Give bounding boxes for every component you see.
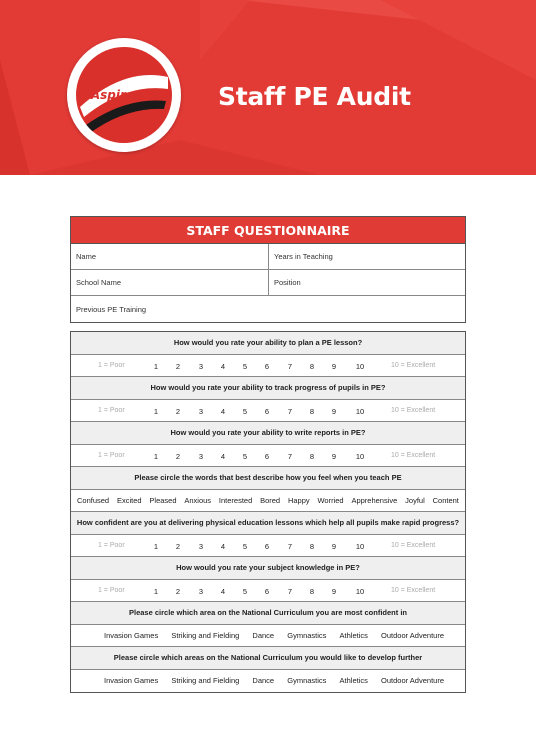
header-facet <box>30 140 320 175</box>
option-word[interactable]: Bored <box>260 495 281 505</box>
rating-option[interactable]: 4 <box>220 541 226 551</box>
option-word[interactable]: Worried <box>317 495 344 505</box>
scale-poor-label: 1 = Poor <box>98 541 125 549</box>
rating-option[interactable]: 10 <box>355 586 365 596</box>
option-word[interactable]: Joyful <box>405 495 425 505</box>
rating-option[interactable]: 10 <box>355 361 365 371</box>
rating-option[interactable]: 8 <box>309 541 315 551</box>
field-row <box>71 244 465 270</box>
survey-table <box>70 331 466 693</box>
logo-swoosh-icon <box>76 47 172 143</box>
option-word[interactable]: Anxious <box>184 495 212 505</box>
rating-option[interactable]: 3 <box>198 361 204 371</box>
position-field[interactable]: Position <box>274 278 301 287</box>
page-title: Staff PE Audit <box>218 82 411 111</box>
rating-option[interactable]: 9 <box>331 586 337 596</box>
rating-option[interactable]: 6 <box>264 361 270 371</box>
years-in-teaching-field[interactable]: Years in Teaching <box>274 252 333 261</box>
option-word[interactable]: Outdoor Adventure <box>381 676 444 686</box>
header-facet <box>380 0 536 80</box>
option-word[interactable]: Striking and Fielding <box>171 630 240 640</box>
rating-option[interactable]: 3 <box>198 451 204 461</box>
option-word[interactable]: Content <box>432 495 459 505</box>
questionnaire-title: STAFF QUESTIONNAIRE <box>71 217 465 244</box>
rating-scale <box>71 535 465 558</box>
question-subject-knowledge: How would you rate your subject knowledge in PE? <box>71 557 465 580</box>
option-word[interactable]: Dance <box>252 630 275 640</box>
scale-poor-label: 1 = Poor <box>98 406 125 414</box>
option-word[interactable]: Invasion Games <box>104 676 159 686</box>
option-word[interactable]: Striking and Fielding <box>171 676 240 686</box>
field-row <box>71 270 465 296</box>
option-word[interactable]: Interested <box>218 495 253 505</box>
rating-option[interactable]: 1 <box>153 451 159 461</box>
question-develop-further: Please circle which areas on the National Curriculum you would like to develop further <box>71 647 465 670</box>
scale-excellent-label: 10 = Excellent <box>391 406 436 414</box>
rating-option[interactable]: 1 <box>153 361 159 371</box>
rating-option[interactable]: 6 <box>264 541 270 551</box>
question-most-confident-area: Please circle which area on the National Curriculum you are most confident in <box>71 602 465 625</box>
scale-excellent-label: 10 = Excellent <box>391 586 436 594</box>
rating-scale <box>71 445 465 468</box>
previous-pe-training-field[interactable]: Previous PE Training <box>76 304 147 314</box>
scale-excellent-label: 10 = Excellent <box>391 361 436 369</box>
question-track-progress: How would you rate your ability to track progress of pupils in PE? <box>71 377 465 400</box>
rating-scale <box>71 355 465 378</box>
option-word[interactable]: Athletics <box>339 676 368 686</box>
rating-option[interactable]: 5 <box>242 406 248 416</box>
option-word[interactable]: Gymnastics <box>287 630 327 640</box>
school-name-field[interactable]: School Name <box>71 270 269 295</box>
question-plan-lesson: How would you rate your ability to plan a PE lesson? <box>71 332 465 355</box>
rating-option[interactable]: 2 <box>175 361 181 371</box>
option-word[interactable]: Pleased <box>149 495 177 505</box>
feelings-options <box>71 490 465 513</box>
header-facet <box>200 0 250 60</box>
rating-option[interactable]: 3 <box>198 586 204 596</box>
question-feelings: Please circle the words that best describe how you feel when you teach PE <box>71 467 465 490</box>
rating-option[interactable]: 5 <box>242 361 248 371</box>
rating-option[interactable]: 1 <box>153 541 159 551</box>
rating-option[interactable]: 5 <box>242 541 248 551</box>
curriculum-area-options <box>71 670 465 693</box>
rating-option[interactable]: 4 <box>220 361 226 371</box>
field-row <box>71 296 465 322</box>
rating-option[interactable]: 5 <box>242 451 248 461</box>
rating-option[interactable]: 2 <box>175 586 181 596</box>
staff-questionnaire-table <box>70 216 466 323</box>
rating-option[interactable]: 6 <box>264 451 270 461</box>
logo-wordmark: Aspire-ED <box>90 88 158 102</box>
option-word[interactable]: Happy <box>287 495 310 505</box>
rating-option[interactable]: 9 <box>331 541 337 551</box>
name-field[interactable]: Name <box>71 244 269 269</box>
rating-option[interactable]: 4 <box>220 586 226 596</box>
rating-option[interactable]: 7 <box>287 361 293 371</box>
rating-option[interactable]: 4 <box>220 406 226 416</box>
rating-option[interactable]: 3 <box>198 406 204 416</box>
scale-poor-label: 1 = Poor <box>98 586 125 594</box>
option-word[interactable]: Athletics <box>339 630 368 640</box>
rating-option[interactable]: 5 <box>242 586 248 596</box>
rating-option[interactable]: 6 <box>264 406 270 416</box>
option-word[interactable]: Outdoor Adventure <box>381 630 444 640</box>
header-banner <box>0 0 536 175</box>
rating-option[interactable]: 10 <box>355 451 365 461</box>
scale-poor-label: 1 = Poor <box>98 451 125 459</box>
rating-option[interactable]: 8 <box>309 361 315 371</box>
header-facet <box>0 60 30 175</box>
logo <box>67 38 181 152</box>
rating-scale <box>71 400 465 423</box>
rating-option[interactable]: 1 <box>153 406 159 416</box>
scale-poor-label: 1 = Poor <box>98 361 125 369</box>
rating-scale <box>71 580 465 603</box>
rating-option[interactable]: 7 <box>287 451 293 461</box>
option-word[interactable]: Dance <box>252 676 275 686</box>
rating-option[interactable]: 4 <box>220 451 226 461</box>
rating-option[interactable]: 2 <box>175 541 181 551</box>
rating-option[interactable]: 7 <box>287 586 293 596</box>
scale-excellent-label: 10 = Excellent <box>391 541 436 549</box>
rating-option[interactable]: 10 <box>355 406 365 416</box>
option-word[interactable]: Excited <box>116 495 142 505</box>
rating-option[interactable]: 6 <box>264 586 270 596</box>
option-word[interactable]: Invasion Games <box>104 630 159 640</box>
option-word[interactable]: Gymnastics <box>287 676 327 686</box>
question-confidence: How confident are you at delivering physical education lessons which help all pupils make rapid progress? <box>71 512 465 535</box>
curriculum-area-options <box>71 625 465 648</box>
option-word[interactable]: Apprehensive <box>351 495 398 505</box>
rating-option[interactable]: 9 <box>331 451 337 461</box>
rating-option[interactable]: 9 <box>331 361 337 371</box>
rating-option[interactable]: 7 <box>287 541 293 551</box>
rating-option[interactable]: 2 <box>175 451 181 461</box>
option-word[interactable]: Confused <box>77 495 110 505</box>
rating-option[interactable]: 8 <box>309 586 315 596</box>
question-write-reports: How would you rate your ability to write reports in PE? <box>71 422 465 445</box>
rating-option[interactable]: 2 <box>175 406 181 416</box>
rating-option[interactable]: 1 <box>153 586 159 596</box>
logo-badge <box>76 47 172 143</box>
rating-option[interactable]: 8 <box>309 406 315 416</box>
rating-option[interactable]: 8 <box>309 451 315 461</box>
rating-option[interactable]: 10 <box>355 541 365 551</box>
rating-option[interactable]: 3 <box>198 541 204 551</box>
rating-option[interactable]: 7 <box>287 406 293 416</box>
scale-excellent-label: 10 = Excellent <box>391 451 436 459</box>
rating-option[interactable]: 9 <box>331 406 337 416</box>
